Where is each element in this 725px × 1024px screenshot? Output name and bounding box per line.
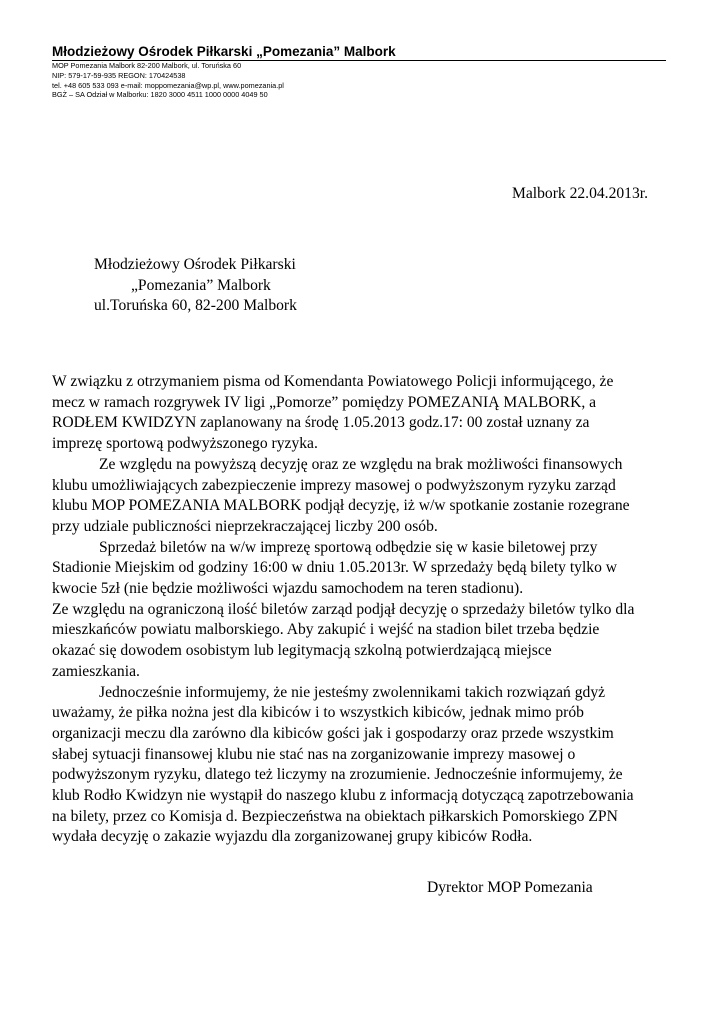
letterhead-contact-line: tel. +48 605 533 093 e-mail: moppomezania@wp.pl, www.pomezania.pl bbox=[52, 80, 284, 90]
body-line: imprezę sportową podwyższonego ryzyka. bbox=[52, 435, 318, 453]
body-line: Stadionie Miejskim od godziny 16:00 w dniu 1.05.2013r. W sprzedaży będą bilety tylko w bbox=[52, 559, 618, 577]
letterhead-address-line: MOP Pomezania Malbork 82-200 Malbork, ul. Toruńska 60 bbox=[52, 61, 242, 70]
body-line: mecz w ramach rozgrywek IV ligi „Pomorze” pomiędzy POMEZANIĄ MALBORK, a bbox=[52, 393, 597, 411]
letter-date: Malbork 22.04.2013r. bbox=[511, 185, 648, 202]
body-line: słabej sytuacji finansowej klubu nie stać nas na zorganizowanie imprezy masowej o bbox=[52, 745, 576, 763]
signature: Dyrektor MOP Pomezania bbox=[427, 879, 593, 896]
body-line: wydała decyzję o zakazie wyjazdu dla zorganizowanej grupy kibiców Rodła. bbox=[52, 828, 533, 846]
addressee-line: „Pomezania” Malbork bbox=[131, 276, 271, 294]
body-line: klubu umożliwiających zabezpieczenie imprezy masowej o podwyższonym ryzyku zarząd bbox=[52, 476, 616, 494]
body-line: organizacji meczu dla zarówno dla kibiców gości jak i gospodarzy oraz przede wszystkim bbox=[52, 724, 614, 742]
body-line: podwyższonym ryzyku, dlatego też liczymy na zrozumienie. Jednocześnie informujemy, że bbox=[52, 766, 623, 784]
body-line: Ze względu na ograniczoną ilość biletów zarząd podjął decyzję o sprzedaży biletów tylko dla bbox=[52, 600, 635, 618]
body-line: klubu MOP POMEZANIA MALBORK podjął decyzję, iż w/w spotkanie zostanie rozegrane bbox=[52, 497, 630, 515]
body-line: Ze względu na powyższą decyzję oraz ze względu na brak możliwości finansowych bbox=[99, 455, 623, 473]
addressee-line: Młodzieżowy Ośrodek Piłkarski bbox=[94, 256, 296, 273]
letterhead-bank-line: BGŻ – SA Odział w Malborku: 1820 3000 4511 1000 0000 4049 50 bbox=[52, 90, 268, 100]
body-line: W związku z otrzymaniem pisma od Komendanta Powiatowego Policji informującego, że bbox=[52, 373, 614, 390]
body-line: RODŁEM KWIDZYN zaplanowany na środę 1.05.2013 godz.17: 00 został uznany za bbox=[52, 414, 590, 432]
body-line: na bilety, przez co Komisja d. Bezpieczeństwa na obiektach piłkarskich Pomorskiego ZPN bbox=[52, 807, 618, 825]
body-line: przy udziale publiczności nieprzekraczającej liczby 200 osób. bbox=[52, 517, 438, 535]
letter-body bbox=[52, 372, 672, 848]
addressee-line: ul.Toruńska 60, 82-200 Malbork bbox=[94, 297, 297, 314]
body-line: okazać się dowodem osobistym lub legitymacją szkolną potwierdzającą miejsce bbox=[52, 642, 552, 660]
letterhead-contact-info bbox=[52, 61, 284, 100]
letterhead-title: Młodzieżowy Ośrodek Piłkarski „Pomezania” Malbork bbox=[52, 44, 396, 59]
body-line: Jednocześnie informujemy, że nie jesteśmy zwolennikami takich rozwiązań gdyż bbox=[99, 683, 606, 701]
addressee-block bbox=[94, 255, 297, 317]
body-line: klub Rodło Kwidzyn nie wystąpił do naszego klubu z informacją dotyczącą zapotrzebowania bbox=[52, 787, 634, 805]
body-line: Sprzedaż biletów na w/w imprezę sportową odbędzie się w kasie biletowej przy bbox=[99, 538, 598, 556]
body-line: uważamy, że piłka nożna jest dla kibiców i to wszystkich kibiców, jednak mimo prób bbox=[52, 704, 584, 722]
body-line: zamieszkania. bbox=[52, 662, 140, 680]
body-line: mieszkańców powiatu malborskiego. Aby zakupić i wejść na stadion bilet trzeba będzie bbox=[52, 621, 600, 639]
body-line: kwocie 5zł (nie będzie możliwości wjazdu samochodem na teren stadionu). bbox=[52, 580, 524, 598]
letterhead-tax-id-line: NIP: 579-17-59-935 REGON: 170424538 bbox=[52, 70, 186, 80]
